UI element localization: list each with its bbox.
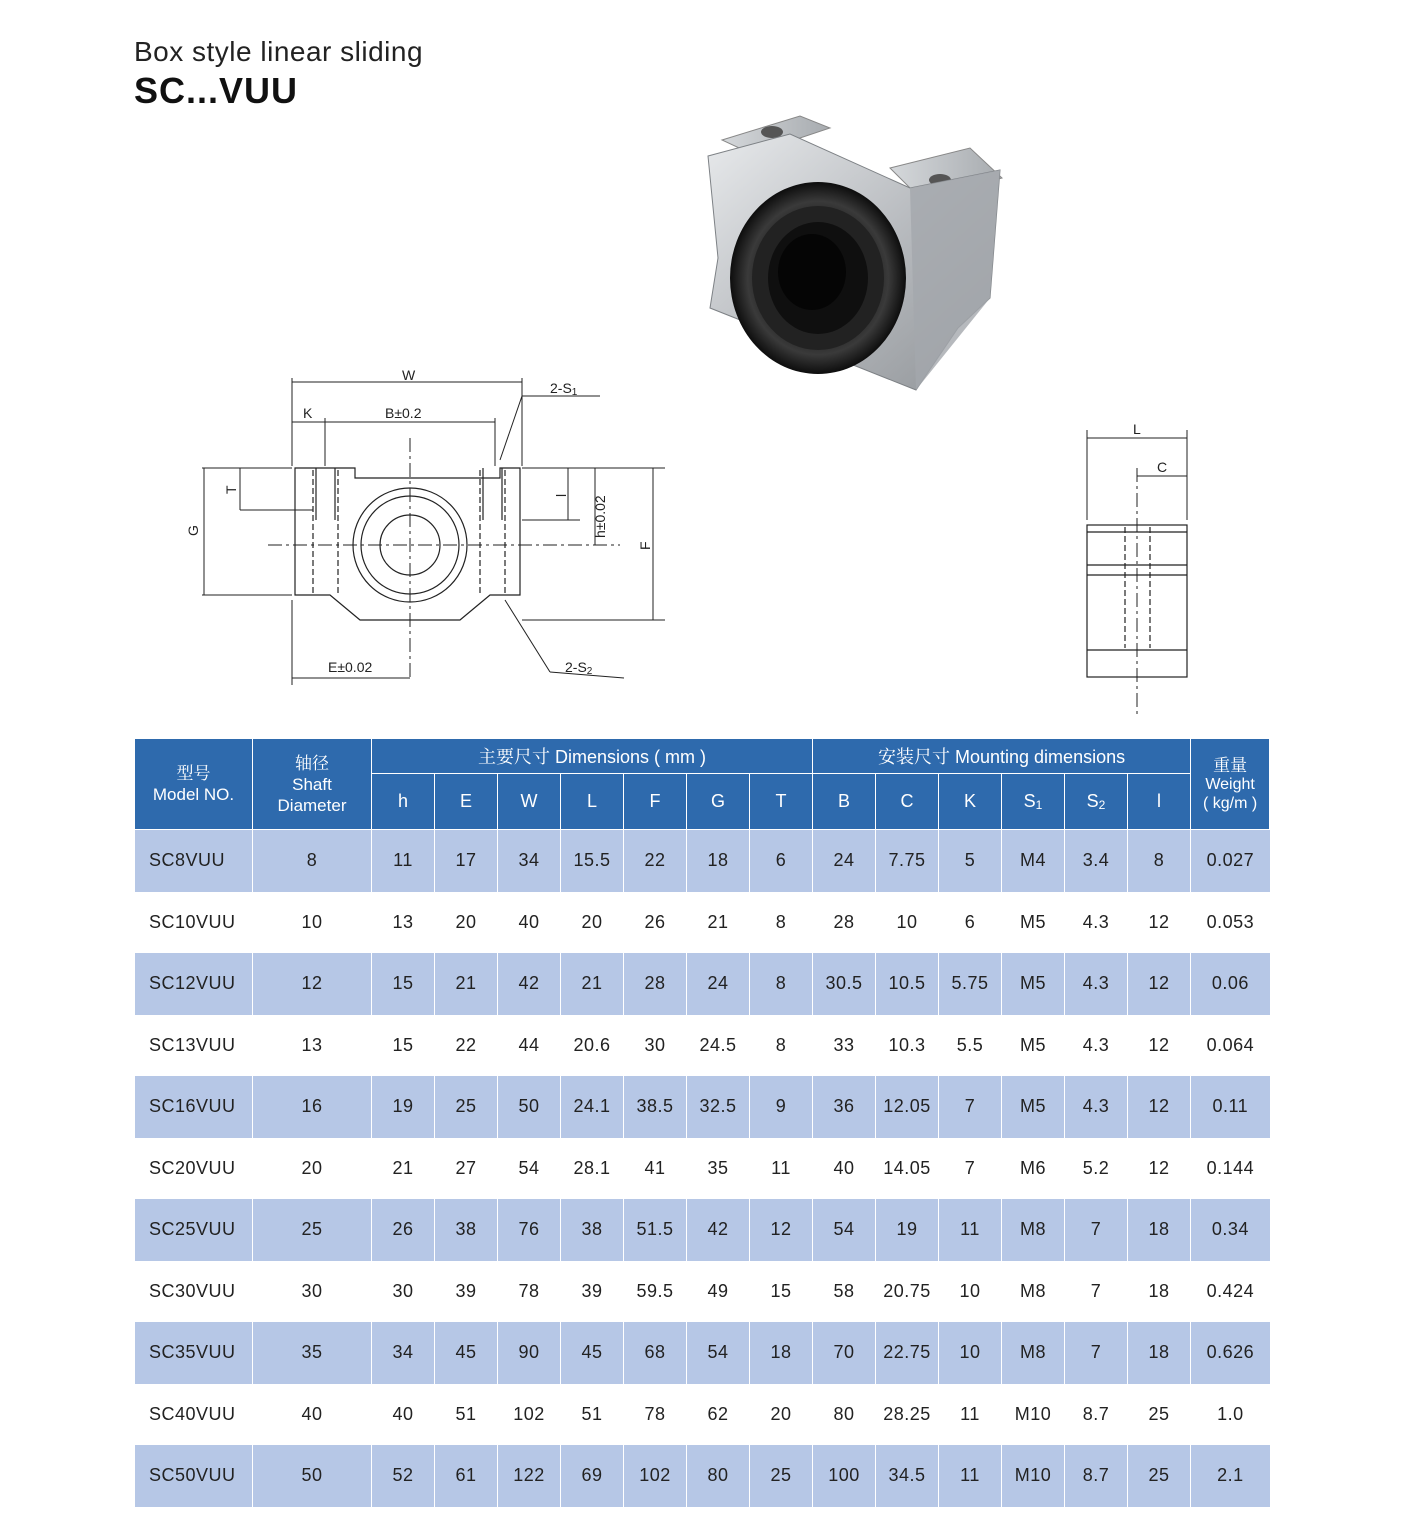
- dim-l-label: l: [553, 493, 569, 497]
- table-cell: 9: [750, 1076, 813, 1138]
- table-cell: 8.7: [1065, 1384, 1128, 1446]
- table-cell: 8: [1128, 830, 1191, 892]
- table-cell: 78: [624, 1384, 687, 1446]
- table-cell: 15: [372, 1015, 435, 1077]
- model-cell: SC50VUU: [135, 1445, 253, 1507]
- table-cell: 2.1: [1191, 1445, 1270, 1507]
- table-cell: M5: [1002, 1015, 1065, 1077]
- table-cell: 35: [253, 1322, 372, 1384]
- column-header: B: [813, 774, 876, 830]
- model-cell: SC12VUU: [135, 953, 253, 1015]
- table-cell: 8: [750, 1015, 813, 1077]
- table-cell: 20: [561, 892, 624, 954]
- weight-header: 重量 Weight ( kg/m ): [1191, 739, 1270, 830]
- table-cell: M10: [1002, 1445, 1065, 1507]
- table-cell: 7: [1065, 1322, 1128, 1384]
- product-photo: [690, 108, 1020, 398]
- table-cell: 35: [687, 1138, 750, 1200]
- table-cell: 30: [624, 1015, 687, 1077]
- table-cell: 10: [939, 1322, 1002, 1384]
- table-cell: 12: [253, 953, 372, 1015]
- table-cell: 78: [498, 1261, 561, 1323]
- table-cell: 10: [939, 1261, 1002, 1323]
- table-cell: 0.11: [1191, 1076, 1270, 1138]
- table-cell: 70: [813, 1322, 876, 1384]
- table-cell: 30: [372, 1261, 435, 1323]
- table-row: [135, 1138, 1270, 1200]
- table-cell: 17: [435, 830, 498, 892]
- table-cell: 7: [939, 1076, 1002, 1138]
- model-cell: SC10VUU: [135, 892, 253, 954]
- table-cell: 69: [561, 1445, 624, 1507]
- table-cell: 26: [624, 892, 687, 954]
- table-cell: 34: [372, 1322, 435, 1384]
- table-row: [135, 1199, 1270, 1261]
- table-cell: 6: [750, 830, 813, 892]
- column-header: $S_2$: [1065, 774, 1128, 830]
- dimensions-group-header: 主要尺寸 Dimensions ( mm ): [372, 739, 813, 774]
- table-cell: 5.75: [939, 953, 1002, 1015]
- table-row: [135, 830, 1270, 892]
- table-cell: 59.5: [624, 1261, 687, 1323]
- table-cell: 25: [1128, 1445, 1191, 1507]
- table-cell: 25: [750, 1445, 813, 1507]
- dim-side-c-label: C: [1157, 459, 1168, 475]
- table-cell: 8: [750, 953, 813, 1015]
- table-cell: 18: [750, 1322, 813, 1384]
- table-cell: 40: [813, 1138, 876, 1200]
- table-cell: 38.5: [624, 1076, 687, 1138]
- mounting-group-header: 安装尺寸 Mounting dimensions: [813, 739, 1191, 774]
- table-cell: 50: [253, 1445, 372, 1507]
- model-cell: SC20VUU: [135, 1138, 253, 1200]
- table-cell: 11: [939, 1445, 1002, 1507]
- table-cell: 6: [939, 892, 1002, 954]
- table-row: [135, 953, 1270, 1015]
- table-cell: 21: [435, 953, 498, 1015]
- table-cell: 20.6: [561, 1015, 624, 1077]
- table-cell: 25: [253, 1199, 372, 1261]
- table-cell: 18: [687, 830, 750, 892]
- column-header: l: [1128, 774, 1191, 830]
- column-header: W: [498, 774, 561, 830]
- table-cell: 19: [372, 1076, 435, 1138]
- table-cell: 24.5: [687, 1015, 750, 1077]
- table-cell: M4: [1002, 830, 1065, 892]
- column-header: E: [435, 774, 498, 830]
- model-header: 型号 Model NO.: [135, 739, 253, 830]
- table-cell: 4.3: [1065, 1076, 1128, 1138]
- column-header: K: [939, 774, 1002, 830]
- table-cell: 12: [1128, 1015, 1191, 1077]
- dim-w-label: W: [402, 367, 416, 383]
- dim-s1-label: 2-S1: [550, 380, 578, 398]
- table-cell: 28: [813, 892, 876, 954]
- table-cell: 33: [813, 1015, 876, 1077]
- table-cell: 50: [498, 1076, 561, 1138]
- table-cell: 13: [372, 892, 435, 954]
- model-cell: SC35VUU: [135, 1322, 253, 1384]
- table-cell: 20.75: [876, 1261, 939, 1323]
- table-cell: 58: [813, 1261, 876, 1323]
- table-cell: 11: [939, 1199, 1002, 1261]
- column-header: T: [750, 774, 813, 830]
- table-cell: 11: [939, 1384, 1002, 1446]
- table-cell: 25: [1128, 1384, 1191, 1446]
- table-cell: 40: [498, 892, 561, 954]
- table-cell: 14.05: [876, 1138, 939, 1200]
- table-cell: M6: [1002, 1138, 1065, 1200]
- table-cell: 45: [561, 1322, 624, 1384]
- table-cell: 3.4: [1065, 830, 1128, 892]
- side-view-drawing: [1075, 420, 1205, 720]
- table-cell: 7: [1065, 1199, 1128, 1261]
- table-cell: 25: [435, 1076, 498, 1138]
- table-row: [135, 892, 1270, 954]
- table-cell: 90: [498, 1322, 561, 1384]
- dim-e-label: E±0.02: [328, 659, 373, 675]
- table-row: [135, 1445, 1270, 1507]
- table-cell: 40: [253, 1384, 372, 1446]
- table-cell: 0.06: [1191, 953, 1270, 1015]
- table-cell: 8: [253, 830, 372, 892]
- table-cell: 36: [813, 1076, 876, 1138]
- table-cell: 52: [372, 1445, 435, 1507]
- table-row: [135, 1015, 1270, 1077]
- model-cell: SC13VUU: [135, 1015, 253, 1077]
- table-cell: 30: [253, 1261, 372, 1323]
- table-cell: 20: [253, 1138, 372, 1200]
- table-cell: 24.1: [561, 1076, 624, 1138]
- table-cell: M8: [1002, 1199, 1065, 1261]
- table-cell: 12: [1128, 1076, 1191, 1138]
- table-cell: 51: [561, 1384, 624, 1446]
- column-header: h: [372, 774, 435, 830]
- table-cell: 15: [372, 953, 435, 1015]
- table-cell: 21: [561, 953, 624, 1015]
- table-cell: 80: [687, 1445, 750, 1507]
- table-cell: 38: [435, 1199, 498, 1261]
- table-cell: 19: [876, 1199, 939, 1261]
- table-cell: 44: [498, 1015, 561, 1077]
- table-cell: 8.7: [1065, 1445, 1128, 1507]
- table-cell: 11: [750, 1138, 813, 1200]
- table-cell: 24: [813, 830, 876, 892]
- table-cell: 27: [435, 1138, 498, 1200]
- table-cell: 0.34: [1191, 1199, 1270, 1261]
- table-cell: 21: [372, 1138, 435, 1200]
- table-cell: 100: [813, 1445, 876, 1507]
- table-cell: 42: [498, 953, 561, 1015]
- table-cell: 4.3: [1065, 953, 1128, 1015]
- table-cell: 8: [750, 892, 813, 954]
- product-title: SC...VUU: [134, 70, 299, 111]
- model-cell: SC40VUU: [135, 1384, 253, 1446]
- dim-t-label: T: [223, 485, 239, 494]
- column-header: C: [876, 774, 939, 830]
- table-cell: 0.053: [1191, 892, 1270, 954]
- table-cell: M10: [1002, 1384, 1065, 1446]
- table-cell: 38: [561, 1199, 624, 1261]
- table-cell: 10.3: [876, 1015, 939, 1077]
- table-cell: 54: [498, 1138, 561, 1200]
- table-row: [135, 1076, 1270, 1138]
- table-cell: 7.75: [876, 830, 939, 892]
- table-cell: 30.5: [813, 953, 876, 1015]
- table-cell: 32.5: [687, 1076, 750, 1138]
- table-cell: 68: [624, 1322, 687, 1384]
- model-cell: SC25VUU: [135, 1199, 253, 1261]
- table-cell: 20: [435, 892, 498, 954]
- table-cell: 12: [1128, 892, 1191, 954]
- table-cell: M5: [1002, 953, 1065, 1015]
- table-cell: 15: [750, 1261, 813, 1323]
- table-cell: 76: [498, 1199, 561, 1261]
- table-cell: 39: [435, 1261, 498, 1323]
- dim-f-label: F: [637, 541, 653, 550]
- table-cell: 12.05: [876, 1076, 939, 1138]
- table-cell: M5: [1002, 892, 1065, 954]
- table-cell: 16: [253, 1076, 372, 1138]
- table-cell: 18: [1128, 1261, 1191, 1323]
- table-cell: 34.5: [876, 1445, 939, 1507]
- table-cell: 11: [372, 830, 435, 892]
- table-cell: 42: [687, 1199, 750, 1261]
- table-cell: 21: [687, 892, 750, 954]
- dim-h-label: h±0.02: [592, 495, 608, 538]
- table-cell: 4.3: [1065, 892, 1128, 954]
- table-cell: 122: [498, 1445, 561, 1507]
- model-cell: SC16VUU: [135, 1076, 253, 1138]
- dim-g-label: G: [185, 525, 201, 536]
- table-cell: 49: [687, 1261, 750, 1323]
- table-cell: 0.626: [1191, 1322, 1270, 1384]
- table-cell: 22: [435, 1015, 498, 1077]
- model-cell: SC8VUU: [135, 830, 253, 892]
- product-subtitle: Box style linear sliding: [134, 36, 424, 67]
- table-cell: 62: [687, 1384, 750, 1446]
- dim-side-l-label: L: [1133, 421, 1141, 437]
- table-cell: 10: [876, 892, 939, 954]
- table-cell: 4.3: [1065, 1015, 1128, 1077]
- table-cell: 12: [750, 1199, 813, 1261]
- table-cell: 5.2: [1065, 1138, 1128, 1200]
- table-cell: 41: [624, 1138, 687, 1200]
- table-cell: 12: [1128, 1138, 1191, 1200]
- column-header: G: [687, 774, 750, 830]
- shaft-header: 轴径 Shaft Diameter: [253, 739, 372, 830]
- table-cell: 54: [687, 1322, 750, 1384]
- table-cell: 12: [1128, 953, 1191, 1015]
- table-cell: 18: [1128, 1199, 1191, 1261]
- column-header: $S_1$: [1002, 774, 1065, 830]
- table-cell: 54: [813, 1199, 876, 1261]
- table-cell: 13: [253, 1015, 372, 1077]
- table-cell: 40: [372, 1384, 435, 1446]
- table-cell: 39: [561, 1261, 624, 1323]
- table-cell: 15.5: [561, 830, 624, 892]
- table-cell: 24: [687, 953, 750, 1015]
- table-cell: 102: [624, 1445, 687, 1507]
- table-cell: 28.1: [561, 1138, 624, 1200]
- table-cell: 26: [372, 1199, 435, 1261]
- table-row: [135, 1261, 1270, 1323]
- column-header: F: [624, 774, 687, 830]
- front-view-drawing: [180, 360, 680, 700]
- table-cell: 0.424: [1191, 1261, 1270, 1323]
- table-cell: 18: [1128, 1322, 1191, 1384]
- table-cell: 10: [253, 892, 372, 954]
- table-cell: 22: [624, 830, 687, 892]
- table-cell: 102: [498, 1384, 561, 1446]
- table-cell: 0.027: [1191, 830, 1270, 892]
- table-cell: 22.75: [876, 1322, 939, 1384]
- table-cell: 45: [435, 1322, 498, 1384]
- table-cell: 28: [624, 953, 687, 1015]
- table-cell: M8: [1002, 1261, 1065, 1323]
- table-cell: 0.144: [1191, 1138, 1270, 1200]
- column-header: L: [561, 774, 624, 830]
- table-cell: 51.5: [624, 1199, 687, 1261]
- dim-s2-label: 2-S2: [565, 659, 593, 677]
- table-cell: 34: [498, 830, 561, 892]
- specification-table: [134, 738, 1270, 1507]
- table-row: [135, 1384, 1270, 1446]
- dim-k-label: K: [303, 405, 313, 421]
- table-cell: M8: [1002, 1322, 1065, 1384]
- table-cell: 7: [1065, 1261, 1128, 1323]
- table-cell: 10.5: [876, 953, 939, 1015]
- table-cell: 20: [750, 1384, 813, 1446]
- table-cell: M5: [1002, 1076, 1065, 1138]
- table-cell: 5.5: [939, 1015, 1002, 1077]
- table-cell: 28.25: [876, 1384, 939, 1446]
- table-cell: 1.0: [1191, 1384, 1270, 1446]
- table-cell: 0.064: [1191, 1015, 1270, 1077]
- model-cell: SC30VUU: [135, 1261, 253, 1323]
- table-cell: 51: [435, 1384, 498, 1446]
- dim-b-label: B±0.2: [385, 405, 422, 421]
- table-cell: 61: [435, 1445, 498, 1507]
- table-row: [135, 1322, 1270, 1384]
- table-cell: 5: [939, 830, 1002, 892]
- table-cell: 7: [939, 1138, 1002, 1200]
- table-cell: 80: [813, 1384, 876, 1446]
